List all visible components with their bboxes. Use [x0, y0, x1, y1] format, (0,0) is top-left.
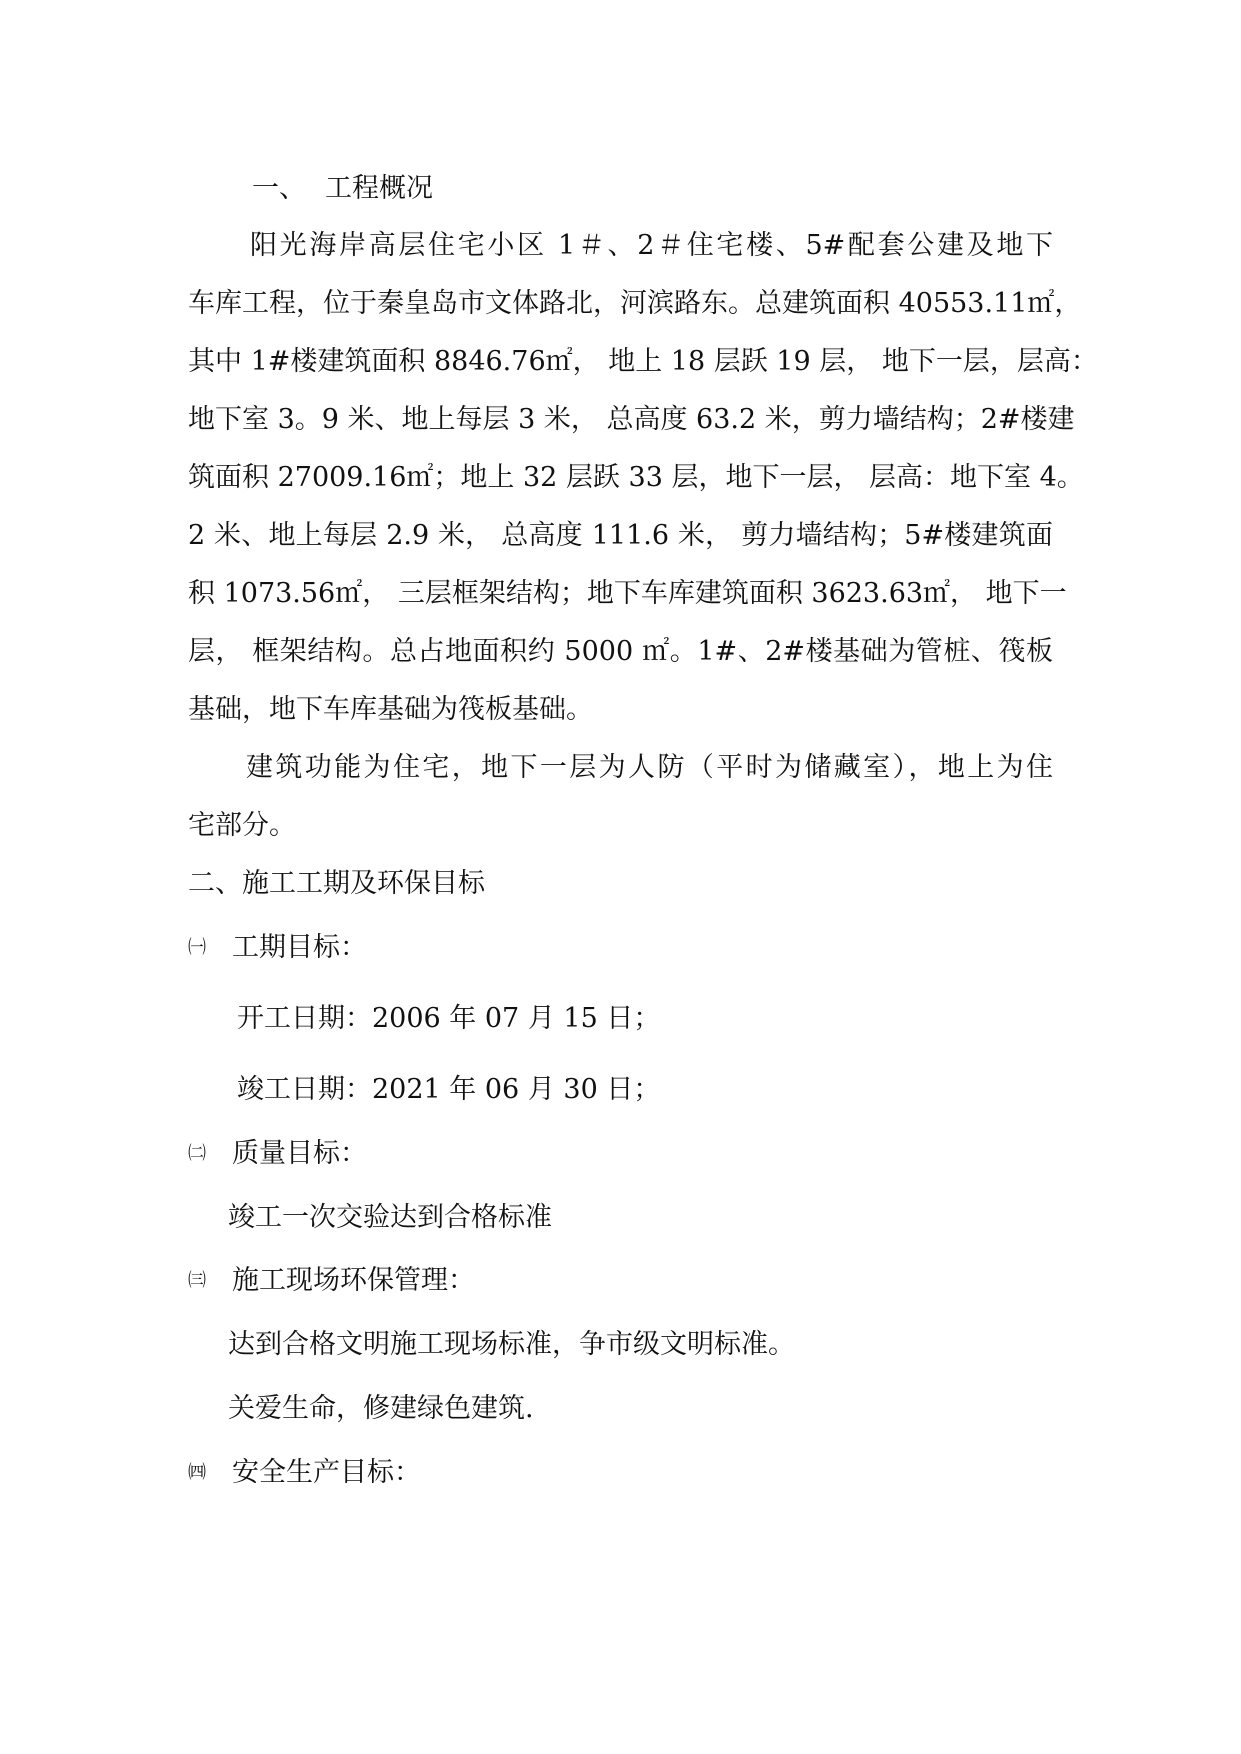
start-date-line: 开工日期：2006 年 07 月 15 日； — [237, 1003, 661, 1034]
item-1-heading — [188, 931, 367, 965]
environment-goal-line: 达到合格文明施工现场标准，争市级文明标准。 — [228, 1329, 795, 1360]
paragraph-2-line: 建筑功能为住宅，地下一层为人防（平时为储藏室），地上为住 — [246, 752, 1053, 783]
paragraph-1-line: 2 米、地上每层 2.9 米， 总高度 111.6 米， 剪力墙结构；5#楼建筑面 — [188, 520, 1053, 551]
item-2-heading — [188, 1137, 367, 1171]
paragraph-1-line: 其中 1#楼建筑面积 8846.76㎡， 地上 18 层跃 19 层， 地下一层，层高： — [188, 346, 1098, 377]
completion-date-line: 竣工日期：2021 年 06 月 30 日； — [237, 1074, 661, 1105]
item-1-marker: ㈠ — [188, 937, 206, 958]
environment-goal-line: 关爱生命，修建绿色建筑. — [228, 1393, 534, 1424]
item-1-title: 工期目标： — [232, 932, 367, 963]
item-2-title: 质量目标： — [232, 1138, 367, 1169]
paragraph-1-line: 阳光海岸高层住宅小区 1＃、2＃住宅楼、5#配套公建及地下 — [250, 230, 1053, 261]
paragraph-1-line: 基础，地下车库基础为筏板基础。 — [188, 694, 593, 725]
item-3-marker: ㈢ — [188, 1270, 206, 1291]
paragraph-1-line: 积 1073.56㎡， 三层框架结构；地下车库建筑面积 3623.63㎡， 地下一 — [188, 578, 1067, 609]
paragraph-2-line: 宅部分。 — [188, 810, 296, 841]
paragraph-1-line: 车库工程，位于秦皇岛市文体路北，河滨路东。总建筑面积 40553.11㎡， — [188, 288, 1082, 319]
paragraph-1-line: 层， 框架结构。总占地面积约 5000 ㎡。1#、2#楼基础为管桩、筏板 — [188, 636, 1053, 667]
section-1-title: 工程概况 — [325, 173, 433, 204]
paragraph-1-line: 地下室 3。9 米、地上每层 3 米， 总高度 63.2 米，剪力墙结构；2#楼建 — [188, 404, 1075, 435]
item-2-marker: ㈡ — [188, 1143, 206, 1164]
item-3-title: 施工现场环保管理： — [232, 1265, 475, 1296]
section-2-title: 二、施工工期及环保目标 — [188, 868, 485, 899]
section-1-number: 一、 — [252, 173, 306, 204]
item-4-heading — [188, 1456, 421, 1490]
item-3-heading — [188, 1264, 475, 1298]
paragraph-1-line: 筑面积 27009.16㎡；地上 32 层跃 33 层，地下一层， 层高：地下室 4。 — [188, 462, 1084, 493]
quality-goal-line: 竣工一次交验达到合格标准 — [228, 1202, 552, 1233]
item-4-title: 安全生产目标： — [232, 1457, 421, 1488]
item-4-marker: ㈣ — [188, 1462, 206, 1483]
